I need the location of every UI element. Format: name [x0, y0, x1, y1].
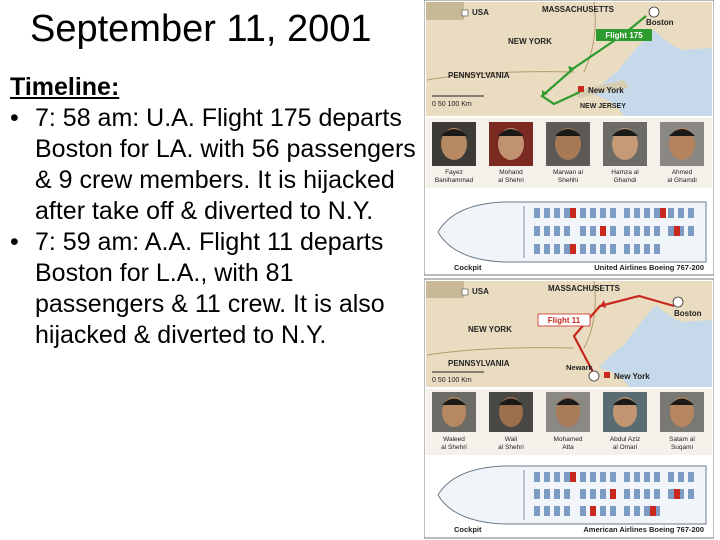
map-label-usa: USA	[472, 287, 489, 296]
bullet-item-2	[10, 227, 420, 351]
map-label-pennsylvania: PENNSYLVANIA	[448, 71, 510, 80]
bullet-item-1	[10, 103, 420, 227]
bullet-text-2: 7: 59 am: A.A. Flight 11 departs Boston for L.A., with 81 passengers & 11 crew. It is also hijacked & diverted to N.Y.	[35, 228, 385, 349]
map-label-new-york-state: NEW YORK	[468, 325, 512, 334]
slide-body	[10, 72, 420, 351]
hijacker-first-name: Mohamed	[553, 436, 583, 443]
hijacker-first-name: Abdul Aziz	[609, 436, 641, 443]
cockpit-label: Cockpit	[454, 263, 482, 272]
hijacker-last-name: Suqami	[670, 444, 694, 451]
crash-site-icon	[604, 372, 610, 378]
hijacker-last-name: al Shehri	[498, 444, 524, 451]
flight-175-hijackers	[426, 118, 712, 188]
map-label-massachusetts: MASSACHUSETTS	[548, 284, 621, 293]
cockpit-label: Cockpit	[454, 525, 482, 534]
map-scale-label: 0 50 100 Km	[432, 377, 472, 384]
hijacker-last-name: Ghamdi	[613, 177, 637, 184]
hijacker-first-name: Wail	[504, 436, 518, 443]
map-label-new-york-city: New York	[614, 372, 650, 381]
hijacker-last-name: al Omari	[612, 444, 638, 451]
map-label-pennsylvania: PENNSYLVANIA	[448, 359, 510, 368]
hijacking-infographic	[424, 0, 714, 540]
flight-11-label: Flight 11	[547, 316, 581, 325]
hijacker-last-name: Shehhi	[557, 177, 579, 184]
flight-11-seat-map	[426, 457, 712, 536]
bullet-dot-icon: •	[10, 104, 19, 132]
flight-175-map	[426, 2, 712, 116]
map-label-new-jersey: NEW JERSEY	[580, 103, 626, 110]
hijacker-first-name: Satam al	[669, 436, 695, 443]
airport-icon	[649, 7, 659, 17]
slide-title: September 11, 2001	[30, 8, 372, 50]
bullet-text-1: 7: 58 am: U.A. Flight 175 departs Boston for LA. with 56 passengers & 9 crew members. It is hijacked after take off & diverted to N.Y.	[35, 104, 416, 225]
airport-icon	[673, 297, 683, 307]
hijacker-first-name: Ahmed	[671, 169, 693, 176]
airport-icon	[589, 371, 599, 381]
hijacker-first-name: Fayez	[445, 169, 463, 176]
hijacker-first-name: Waleed	[443, 436, 465, 443]
timeline-heading: Timeline:	[10, 73, 120, 101]
hijacker-first-name: Mohand	[499, 169, 523, 176]
hijacker-last-name: al Shehri	[498, 177, 524, 184]
hijacker-first-name: Marwan al	[553, 169, 583, 176]
map-label-new-york-city: New York	[588, 86, 624, 95]
map-scale-label: 0 50 100 Km	[432, 101, 472, 108]
map-label-boston: Boston	[674, 309, 702, 318]
hijacker-last-name: al Ghamdi	[667, 177, 697, 184]
hijacker-last-name: Banihammad	[434, 177, 474, 184]
aircraft-label: United Airlines Boeing 767-200	[594, 263, 704, 272]
flight-11-hijackers	[426, 389, 712, 455]
bullet-dot-icon: •	[10, 228, 19, 256]
crash-site-icon	[578, 86, 584, 92]
flight-11-map	[426, 281, 712, 387]
flight-11-panel	[424, 279, 714, 538]
map-label-massachusetts: MASSACHUSETTS	[542, 5, 615, 14]
map-label-boston: Boston	[646, 18, 674, 27]
hijacker-last-name: al Shehri	[441, 444, 467, 451]
map-label-usa: USA	[472, 8, 489, 17]
hijacker-first-name: Hamza al	[611, 169, 639, 176]
flight-175-seat-map	[426, 190, 712, 273]
flight-175-panel	[424, 0, 714, 275]
flight-175-label: Flight 175	[605, 31, 643, 40]
aircraft-label: American Airlines Boeing 767-200	[583, 525, 704, 534]
map-label-new-york-state: NEW YORK	[508, 37, 552, 46]
map-label-newark: Newark	[566, 363, 593, 372]
hijacker-last-name: Atta	[562, 444, 574, 451]
